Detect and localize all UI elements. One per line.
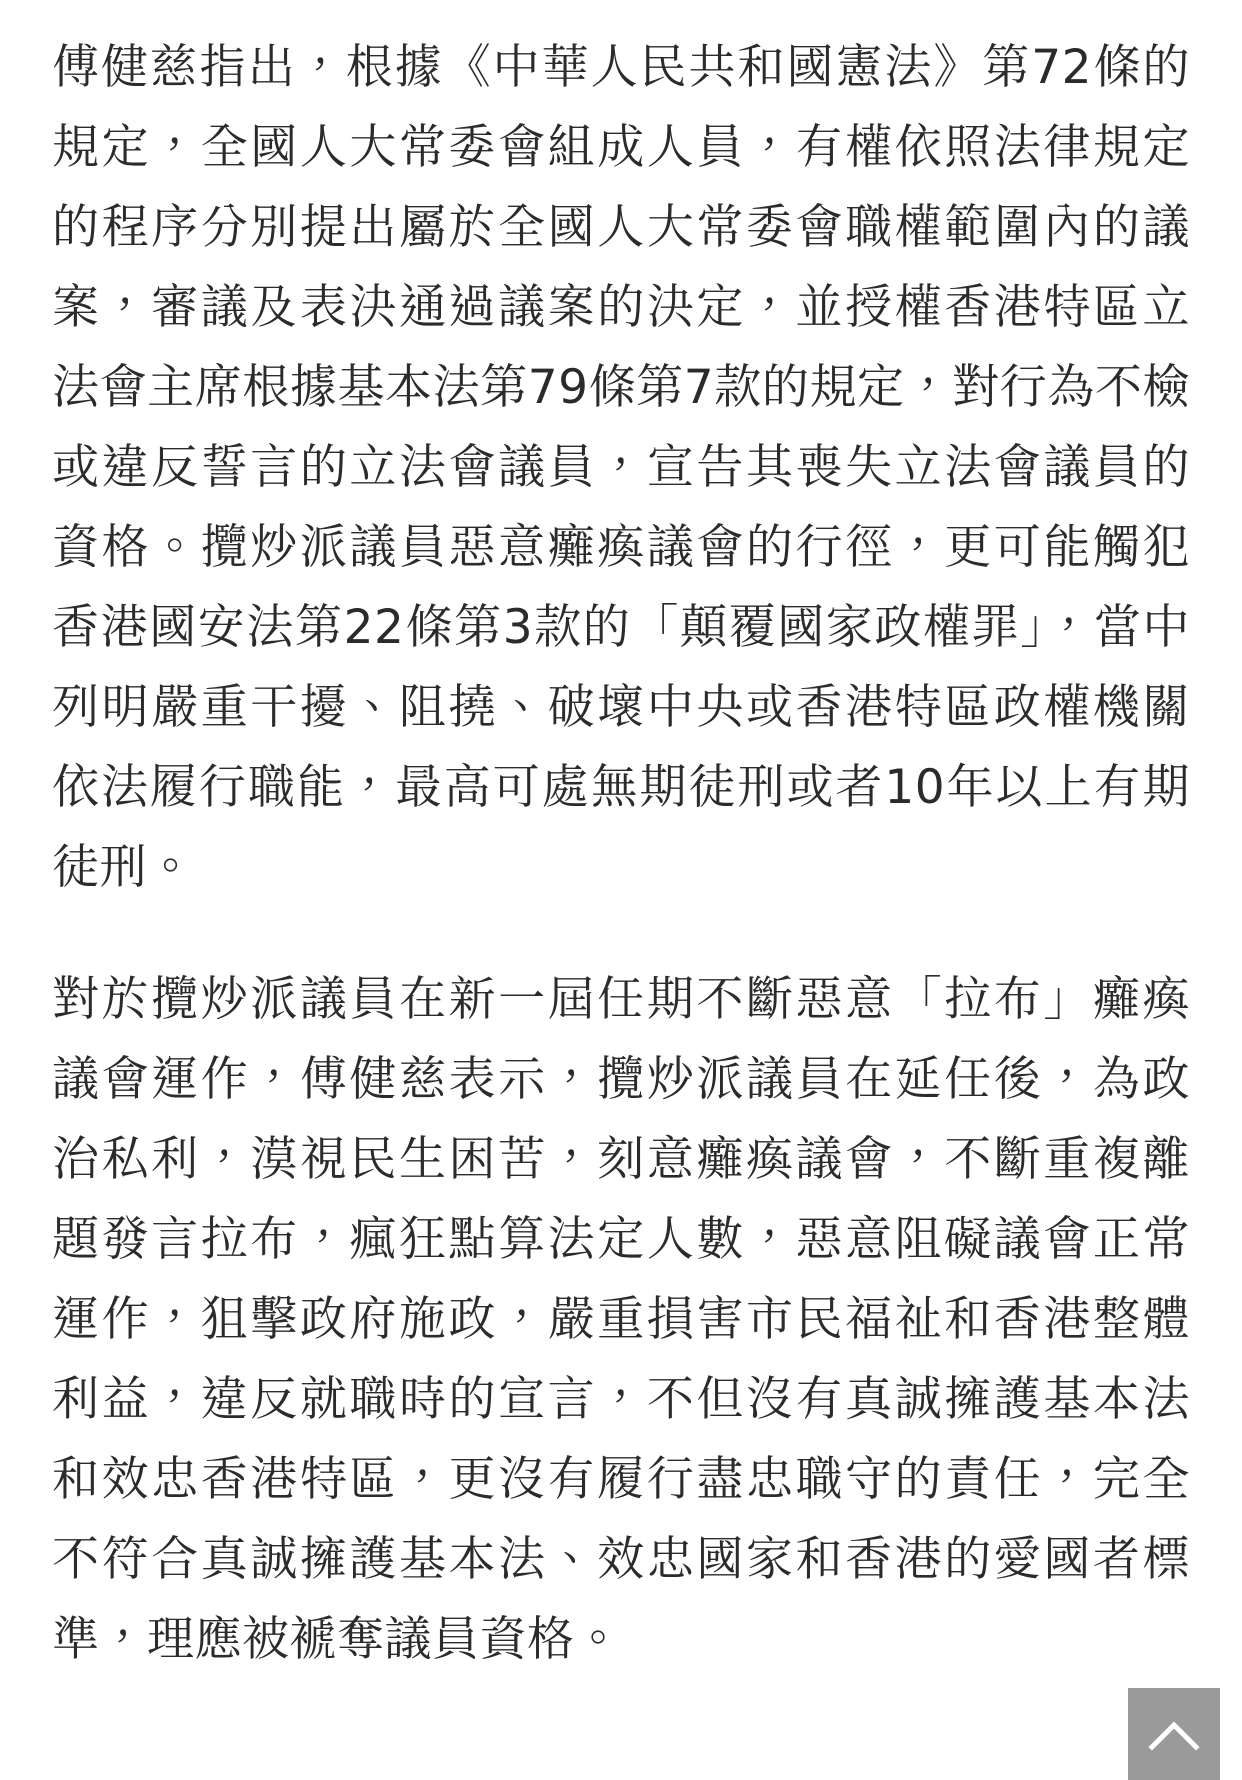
- article-paragraph: 傅健慈指出，根據《中華人民共和國憲法》第72條的規定，全國人大常委會組成人員，有權依照法律規定的程序分別提出屬於全國人大常委會職權範圍內的議案，審議及表決通過議案的決定，並授權香港特區立法會主席根據基本法第79條第7款的規定，對行為不檢或違反誓言的立法會議員，宣告其喪失立法會議員的資格。攬炒派議員惡意癱瘓議會的行徑，更可能觸犯香港國安法第22條第3款的「顛覆國家政權罪」，當中列明嚴重干擾、阻撓、破壞中央或香港特區政權機關依法履行職能，最高可處無期徒刑或者10年以上有期徒刑。: [52, 40, 1190, 895]
- chevron-up-icon: [1148, 1717, 1200, 1751]
- scroll-to-top-button[interactable]: [1128, 1688, 1220, 1780]
- article-paragraph: 對於攬炒派議員在新一屆任期不斷惡意「拉布」癱瘓議會運作，傅健慈表示，攬炒派議員在延任後，為政治私利，漠視民生困苦，刻意癱瘓議會，不斷重複離題發言拉布，瘋狂點算法定人數，惡意阻礙議會正常運作，狙擊政府施政，嚴重損害市民福祉和香港整體利益，違反就職時的宣言，不但沒有真誠擁護基本法和效忠香港特區，更沒有履行盡忠職守的責任，完全不符合真誠擁護基本法、效忠國家和香港的愛國者標準，理應被褫奪議員資格。: [52, 972, 1190, 1667]
